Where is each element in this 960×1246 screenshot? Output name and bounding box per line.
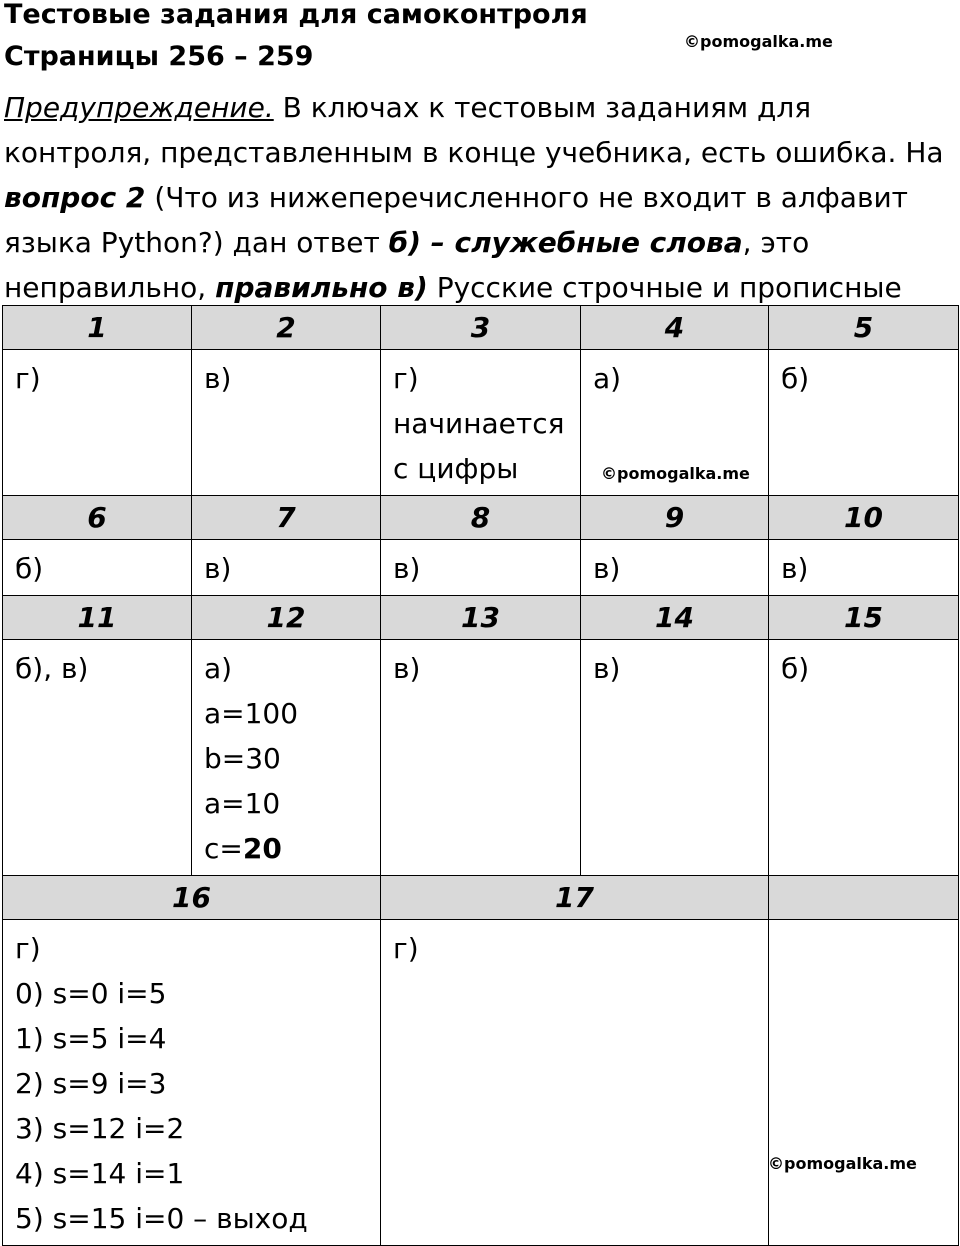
warning-text-2: (Что из нижеперечисленного не входит в алфавит языка Python?) дан ответ — [4, 181, 908, 259]
trace-line: 4) s=14 i=1 — [15, 1157, 185, 1190]
question-number: 6 — [3, 496, 192, 540]
answer-text: г) — [393, 362, 419, 395]
empty-header — [769, 876, 959, 920]
answer-text: начинается — [393, 407, 565, 440]
trace-line: 5) s=15 i=0 – выход — [15, 1202, 308, 1235]
warning-paragraph — [4, 85, 960, 310]
answer-text: в) — [593, 652, 621, 685]
question-number: 5 — [769, 306, 959, 350]
answer-text: б), в) — [15, 652, 89, 685]
question-number: 7 — [192, 496, 381, 540]
warning-question: вопрос 2 — [4, 181, 146, 214]
header-row-2 — [3, 496, 959, 540]
warning-text-4: Русские строчные и прописные — [427, 271, 902, 304]
warning-correct-answer: правильно в) — [215, 271, 428, 304]
answers-table — [2, 305, 959, 1246]
answer-cell — [581, 640, 769, 876]
answer-text: в) — [204, 362, 232, 395]
value-20: 20 — [242, 832, 282, 865]
watermark-bottom: ©pomogalka.me — [768, 1154, 917, 1173]
answer-cell — [3, 640, 192, 876]
trace-line: 1) s=5 i=4 — [15, 1022, 167, 1055]
answer-text: б) — [781, 362, 810, 395]
answer-cell — [769, 640, 959, 876]
answer-cell: в) — [769, 540, 959, 596]
answer-cell — [192, 640, 381, 876]
warning-text-3: , это неправильно, — [4, 226, 810, 304]
answer-text: a=10 — [204, 787, 281, 820]
question-number: 15 — [769, 596, 959, 640]
question-number: 12 — [192, 596, 381, 640]
question-number: 1 — [3, 306, 192, 350]
answer-cell-16 — [3, 920, 381, 1246]
answer-cell: б) — [3, 540, 192, 596]
question-number: 10 — [769, 496, 959, 540]
answer-cell-17 — [381, 920, 769, 1246]
answer-text-c — [204, 826, 370, 871]
question-number: 8 — [381, 496, 581, 540]
answer-cell: в) — [381, 540, 581, 596]
question-number: 4 — [581, 306, 769, 350]
watermark-cell: ©pomogalka.me — [601, 464, 750, 483]
answer-text: в) — [393, 652, 421, 685]
answer-cell — [3, 350, 192, 496]
answer-row-4 — [3, 920, 959, 1246]
answer-cell — [381, 350, 581, 496]
trace-line: 0) s=0 i=5 — [15, 977, 167, 1010]
warning-label: Предупреждение. — [4, 91, 274, 124]
question-number: 2 — [192, 306, 381, 350]
header-row-4 — [3, 876, 959, 920]
pages-range: Страницы 256 – 259 — [4, 41, 314, 72]
answer-text: b=30 — [204, 742, 281, 775]
warning-text-1: В ключах к тестовым заданиям для контроля, представленным в конце учебника, есть ошибка. На — [4, 91, 944, 169]
answer-text: а) — [593, 362, 622, 395]
answer-row-3 — [3, 640, 959, 876]
question-number: 17 — [381, 876, 769, 920]
answer-text: г) — [15, 932, 41, 965]
header-row-1 — [3, 306, 959, 350]
answer-text: а) — [204, 652, 233, 685]
header-row-3 — [3, 596, 959, 640]
warning-given-answer: б) – служебные слова — [388, 226, 743, 259]
answer-cell: в) — [192, 540, 381, 596]
watermark-top: ©pomogalka.me — [684, 32, 833, 51]
page-title: Тестовые задания для самоконтроля — [4, 0, 588, 30]
answer-text: a=100 — [204, 697, 299, 730]
answer-text: г) — [15, 362, 41, 395]
answer-cell — [769, 350, 959, 496]
answer-cell — [192, 350, 381, 496]
question-number: 14 — [581, 596, 769, 640]
answer-text: с цифры — [393, 452, 519, 485]
question-number: 3 — [381, 306, 581, 350]
question-number: 9 — [581, 496, 769, 540]
question-number: 13 — [381, 596, 581, 640]
question-number: 11 — [3, 596, 192, 640]
answer-cell — [381, 640, 581, 876]
empty-cell — [769, 920, 959, 1246]
question-number: 16 — [3, 876, 381, 920]
trace-line: 3) s=12 i=2 — [15, 1112, 185, 1145]
trace-line: 2) s=9 i=3 — [15, 1067, 167, 1100]
answer-cell: в) — [581, 540, 769, 596]
answer-row-1 — [3, 350, 959, 496]
var-c: c= — [204, 832, 243, 865]
answer-text: б) — [781, 652, 810, 685]
answer-row-2 — [3, 540, 959, 596]
answer-text: г) — [393, 932, 419, 965]
